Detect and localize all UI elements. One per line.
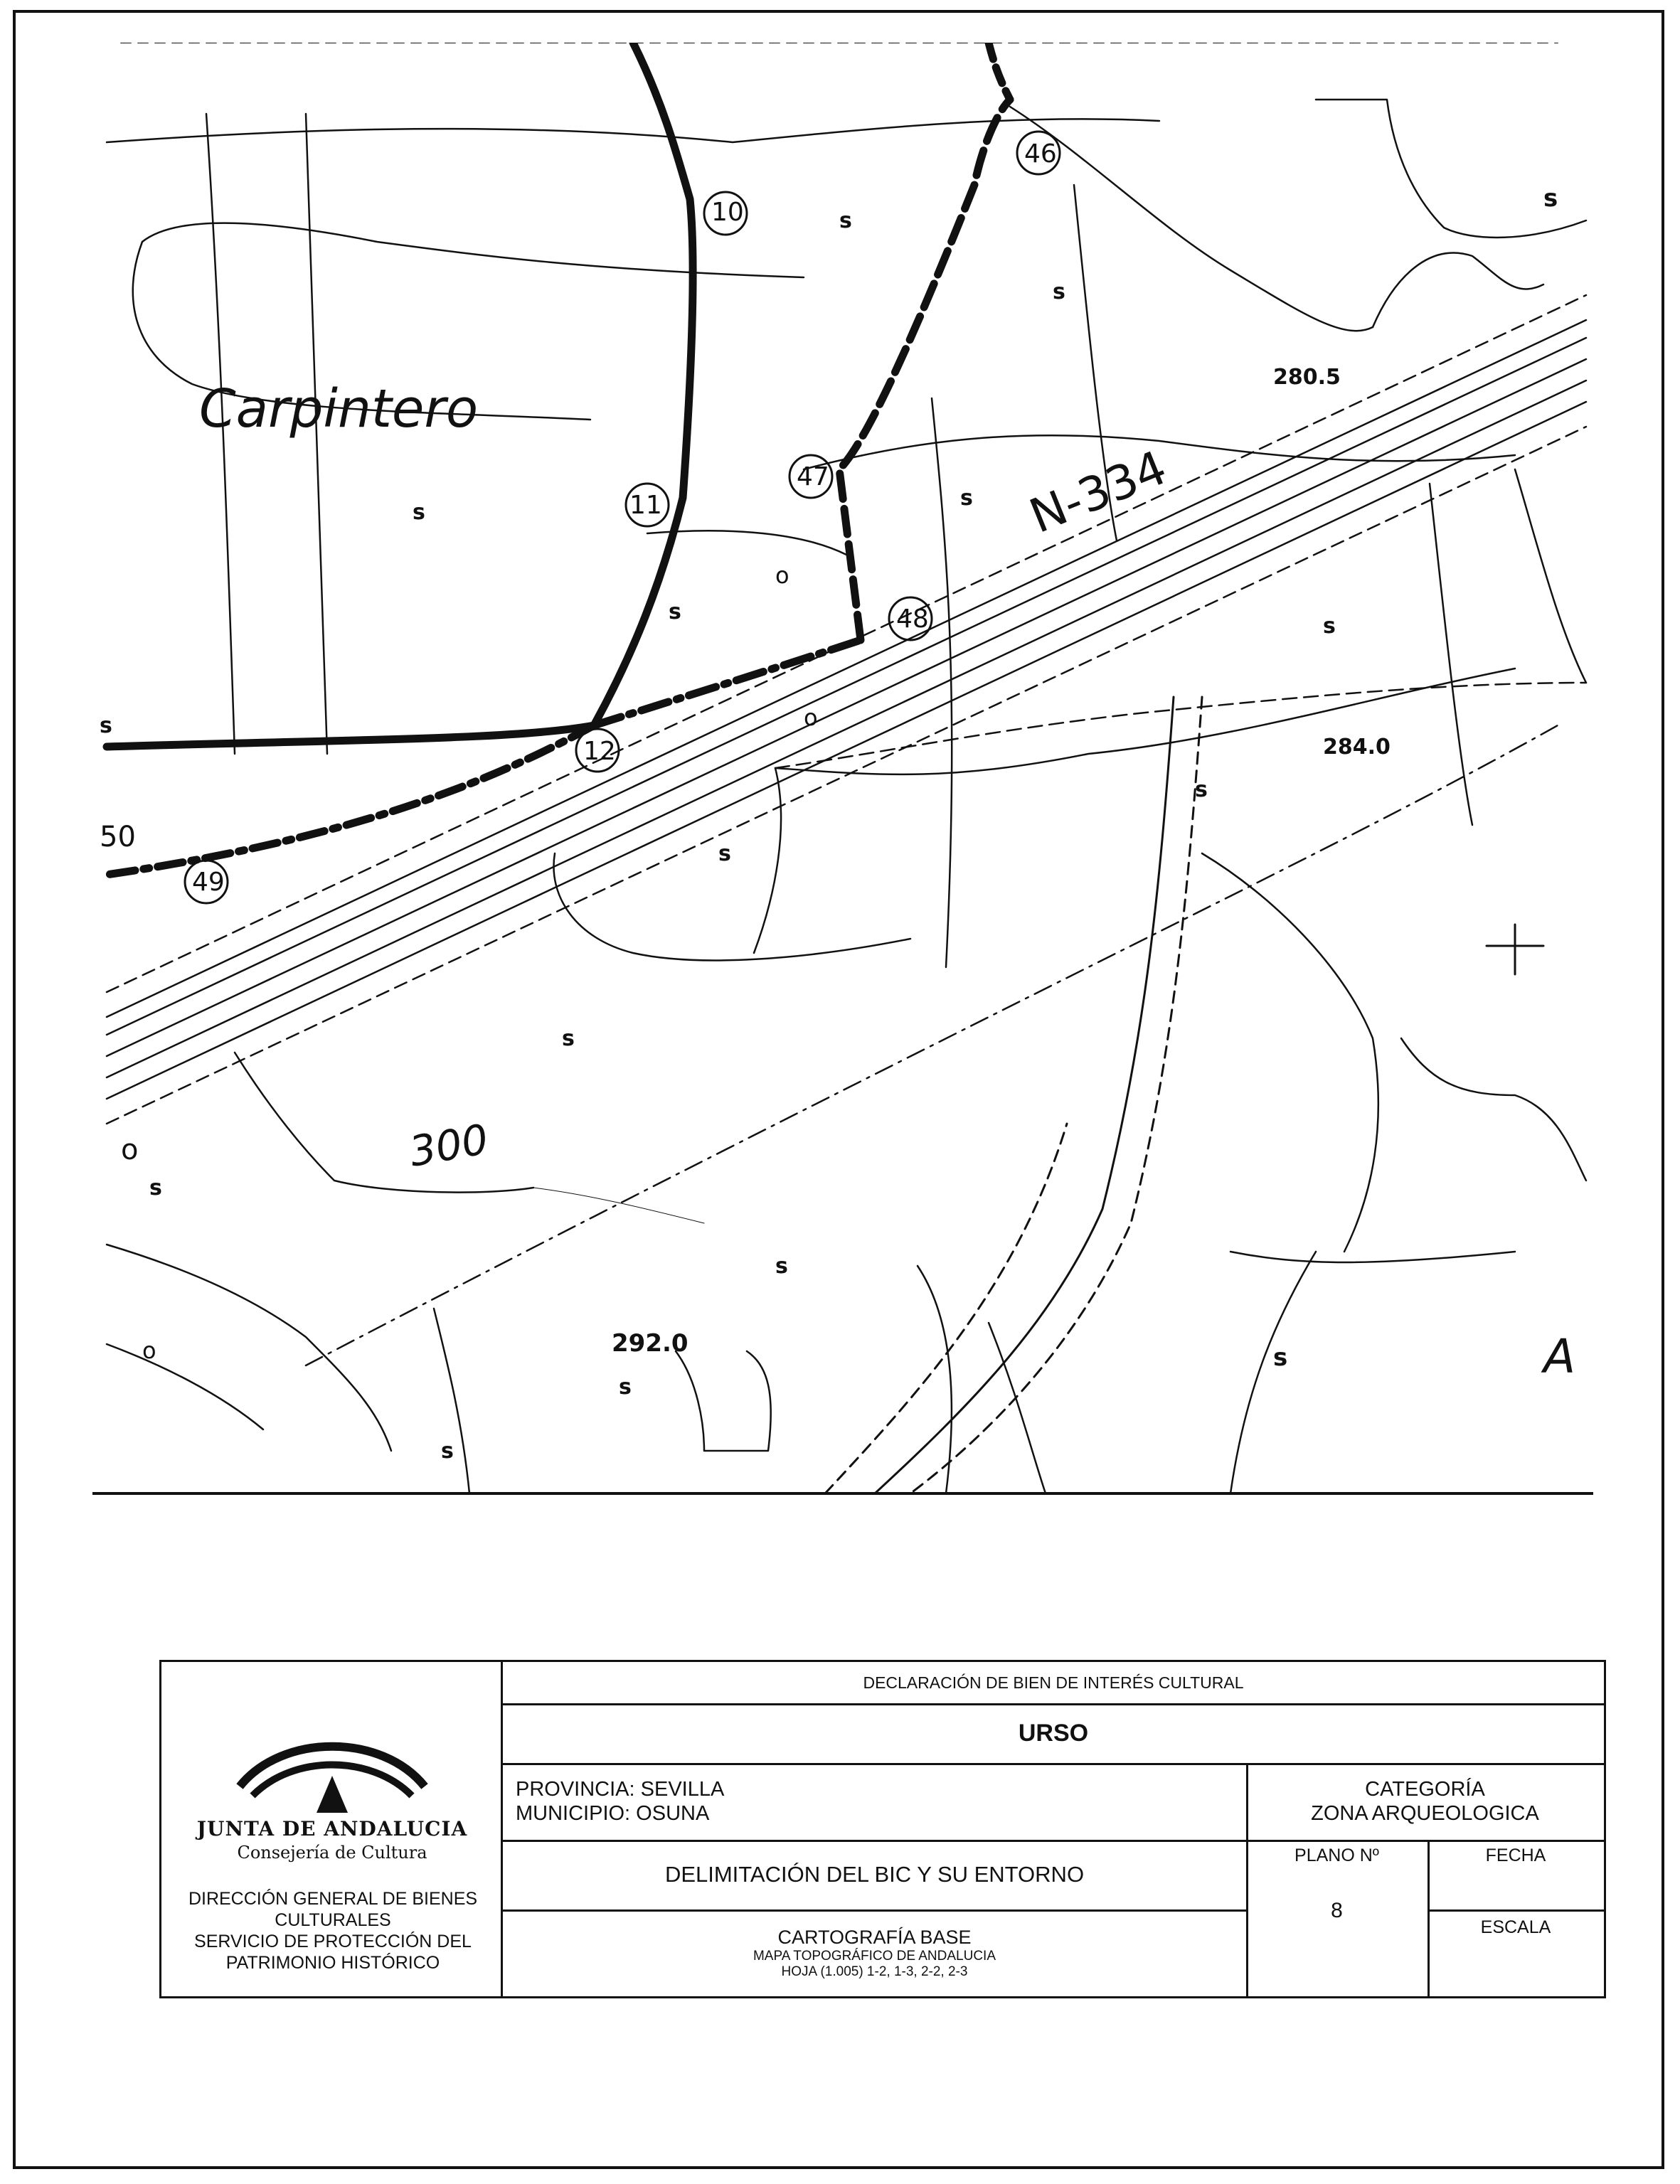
- secondary-road: [825, 697, 1202, 1493]
- terrain-code-s: s: [149, 1176, 162, 1200]
- terrain-code-o: o: [142, 1337, 156, 1364]
- plano-value: 8: [1331, 1899, 1343, 1922]
- terrain-code-s: s: [1323, 614, 1336, 639]
- site-name: URSO: [1018, 1719, 1089, 1747]
- organization-panel: [161, 1662, 503, 1996]
- service-line-1: SERVICIO DE PROTECCIÓN DEL: [194, 1932, 472, 1951]
- location-cell: [516, 1763, 1241, 1840]
- terrain-code-s: s: [1543, 184, 1558, 213]
- service-line-2: PATRIMONIO HISTÓRICO: [225, 1953, 440, 1973]
- terrain-code-s: s: [562, 1026, 575, 1051]
- marker-46: 46: [1024, 139, 1057, 169]
- plan-title: DELIMITACIÓN DEL BIC Y SU ENTORNO: [664, 1862, 1085, 1887]
- map-labels: [100, 139, 1575, 1464]
- direction-line-1: DIRECCIÓN GENERAL DE BIENES: [188, 1889, 478, 1909]
- direction-line-2: CULTURALES: [275, 1910, 391, 1930]
- contour-label-300: 300: [405, 1114, 492, 1176]
- terrain-code-s: s: [839, 208, 852, 233]
- organization-department: Consejería de Cultura: [237, 1843, 427, 1863]
- map-canvas: [92, 43, 1593, 1508]
- marker-47: 47: [797, 462, 829, 491]
- fecha-label: FECHA: [1485, 1845, 1546, 1865]
- bic-boundary: [107, 43, 1010, 875]
- terrain-code-s: s: [100, 713, 112, 738]
- place-name-carpintero: Carpintero: [199, 378, 479, 440]
- terrain-code-s: s: [619, 1375, 632, 1400]
- spot-height-284: 284.0: [1323, 735, 1391, 760]
- municipio-label: MUNICIPIO: OSUNA: [516, 1802, 710, 1825]
- plano-label: PLANO Nº: [1294, 1845, 1379, 1865]
- marker-12: 12: [583, 737, 616, 766]
- terrain-code-a: A: [1543, 1329, 1576, 1384]
- marker-10: 10: [711, 198, 744, 227]
- survey-cross: [1487, 925, 1543, 974]
- marker-50: 50: [100, 821, 136, 853]
- spot-height-292: 292.0: [612, 1329, 689, 1358]
- terrain-code-o: o: [121, 1134, 139, 1166]
- cartography-cell: [503, 1909, 1246, 1996]
- categoria-label: CATEGORÍA: [1365, 1778, 1485, 1801]
- terrain-code-s: s: [669, 600, 681, 624]
- terrain-code-s: s: [960, 486, 973, 511]
- organization-name: JUNTA DE ANDALUCIA: [196, 1817, 468, 1841]
- declaration-heading: DECLARACIÓN DE BIEN DE INTERÉS CULTURAL: [863, 1673, 1244, 1692]
- cartografia-line-1: MAPA TOPOGRÁFICO DE ANDALUCIA: [753, 1948, 996, 1964]
- terrain-code-s: s: [1195, 777, 1208, 802]
- title-block: [159, 1660, 1606, 1998]
- marker-48: 48: [896, 604, 929, 634]
- spot-height-280: 280.5: [1273, 365, 1341, 390]
- category-cell: [1246, 1763, 1604, 1840]
- cartografia-title: CARTOGRAFÍA BASE: [777, 1926, 972, 1948]
- terrain-code-s: s: [1273, 1343, 1288, 1372]
- terrain-code-s: s: [413, 500, 425, 525]
- point-marker-circles: [185, 132, 1060, 903]
- terrain-code-o: o: [804, 704, 818, 731]
- direction-service-block: [166, 1888, 500, 1973]
- terrain-code-s: s: [718, 841, 731, 866]
- provincia-label: PROVINCIA: SEVILLA: [516, 1778, 725, 1801]
- categoria-value: ZONA ARQUEOLOGICA: [1311, 1802, 1539, 1825]
- terrain-code-o: o: [775, 562, 790, 589]
- escala-label: ESCALA: [1480, 1917, 1551, 1937]
- cartografia-line-2: HOJA (1.005) 1-2, 1-3, 2-2, 2-3: [781, 1964, 968, 1979]
- contour-lines: [107, 100, 1586, 1493]
- terrain-code-s: s: [775, 1254, 788, 1279]
- topographic-map: [92, 43, 1593, 1508]
- marker-11: 11: [629, 491, 662, 520]
- terrain-code-s: s: [441, 1439, 454, 1464]
- dash-dot-boundary: [306, 725, 1558, 1365]
- terrain-code-s: s: [1053, 279, 1065, 304]
- marker-49: 49: [192, 868, 225, 897]
- road-label-n334: N-334: [1022, 440, 1174, 544]
- junta-de-andalucia-logo-icon: [225, 1719, 439, 1833]
